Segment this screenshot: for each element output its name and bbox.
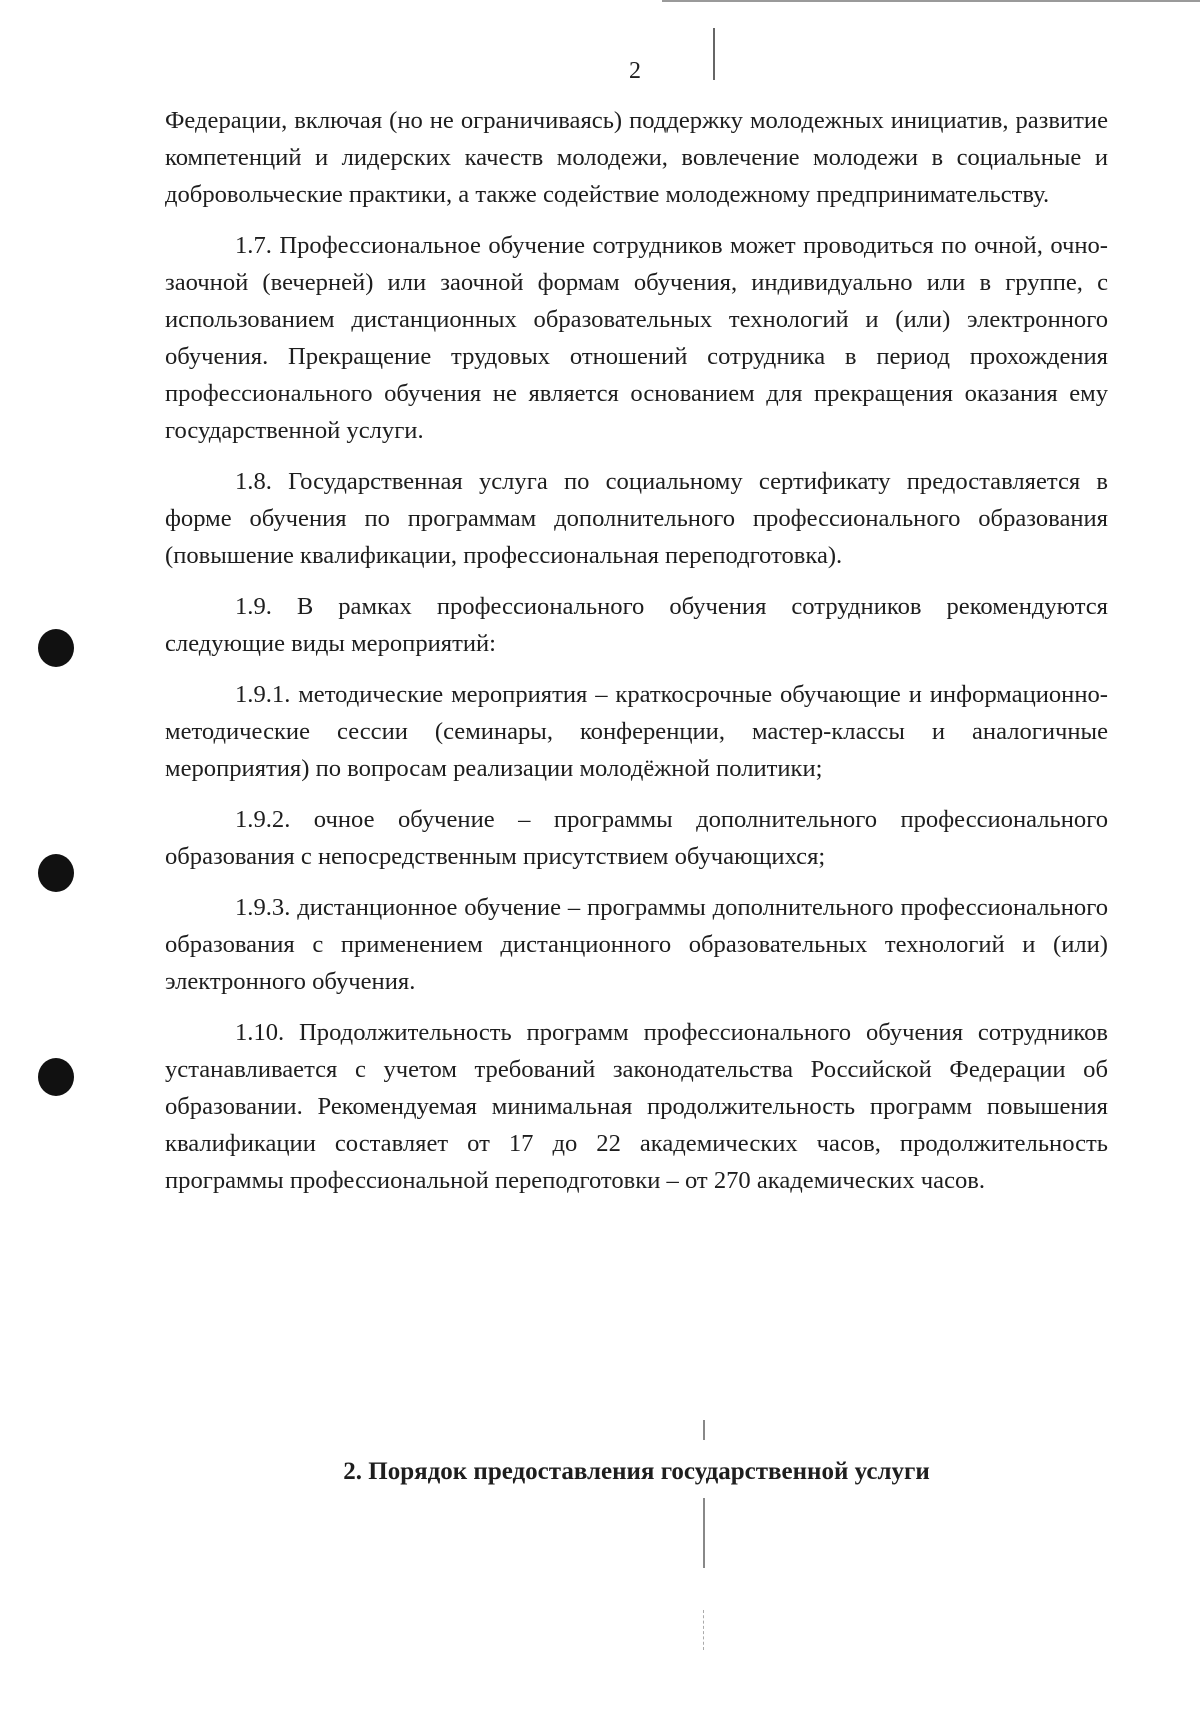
scan-edge-line <box>662 0 1200 2</box>
paragraph-1-9-3: 1.9.3. дистанционное обучение – программы дополнительного профессионального образования с применением дистанционного образовательных технологий и (или) электронного обучения. <box>165 894 1108 995</box>
scan-fold-mark <box>703 1420 705 1440</box>
punch-hole <box>38 854 74 892</box>
paragraph-1-10: 1.10. Продолжительность программ профессионального обучения сотрудников устанавливается с учетом требований законодательства Российской Федерации об образовании. Рекомендуемая минимальная продолжительность программ повышения квалификации составляет от 17 до 22 академических часов, продолжительность программы профессиональной переподготовки – от 270 академических часов. <box>165 1019 1108 1194</box>
paragraph-1-7: 1.7. Профессиональное обучение сотрудников может проводиться по очной, очно-заочной (вечерней) или заочной формам обучения, индивидуально или в группе, с использованием дистанционных образовательных технологий и (или) электронного обучения. Прекращение трудовых отношений сотрудника в период прохождения профессионального обучения не является основанием для прекращения оказания ему государственной услуги. <box>165 232 1108 444</box>
paragraph-1-9-1: 1.9.1. методические мероприятия – краткосрочные обучающие и информационно-методические сессии (семинары, конференции, мастер-классы и аналогичные мероприятия) по вопросам реализации молодёжной политики; <box>165 681 1108 782</box>
paragraph-continuation: Федерации, включая (но не ограничиваясь) поддержку молодежных инициатив, развитие компетенций и лидерских качеств молодежи, вовлечение молодежи в социальные и добровольческие практики, а также содействие молодежному предпринимательству. <box>165 107 1108 208</box>
scan-fold-mark <box>703 1498 705 1568</box>
scan-fold-mark <box>703 1610 704 1650</box>
paragraph-1-9-2: 1.9.2. очное обучение – программы дополнительного профессионального образования с непосредственным присутствием обучающихся; <box>165 806 1108 870</box>
punch-hole <box>38 629 74 667</box>
paragraph-1-8: 1.8. Государственная услуга по социальному сертификату предоставляется в форме обучения по программам дополнительного профессионального образования (повышение квалификации, профессиональная переподготовка). <box>165 468 1108 569</box>
document-body <box>165 102 1108 1213</box>
page-number: 2 <box>629 58 641 84</box>
section-heading: 2. Порядок предоставления государственной услуги <box>343 1458 930 1485</box>
paragraph-1-9: 1.9. В рамках профессионального обучения сотрудников рекомендуются следующие виды мероприятий: <box>165 593 1108 657</box>
punch-hole <box>38 1058 74 1096</box>
scan-fold-mark <box>713 28 715 80</box>
